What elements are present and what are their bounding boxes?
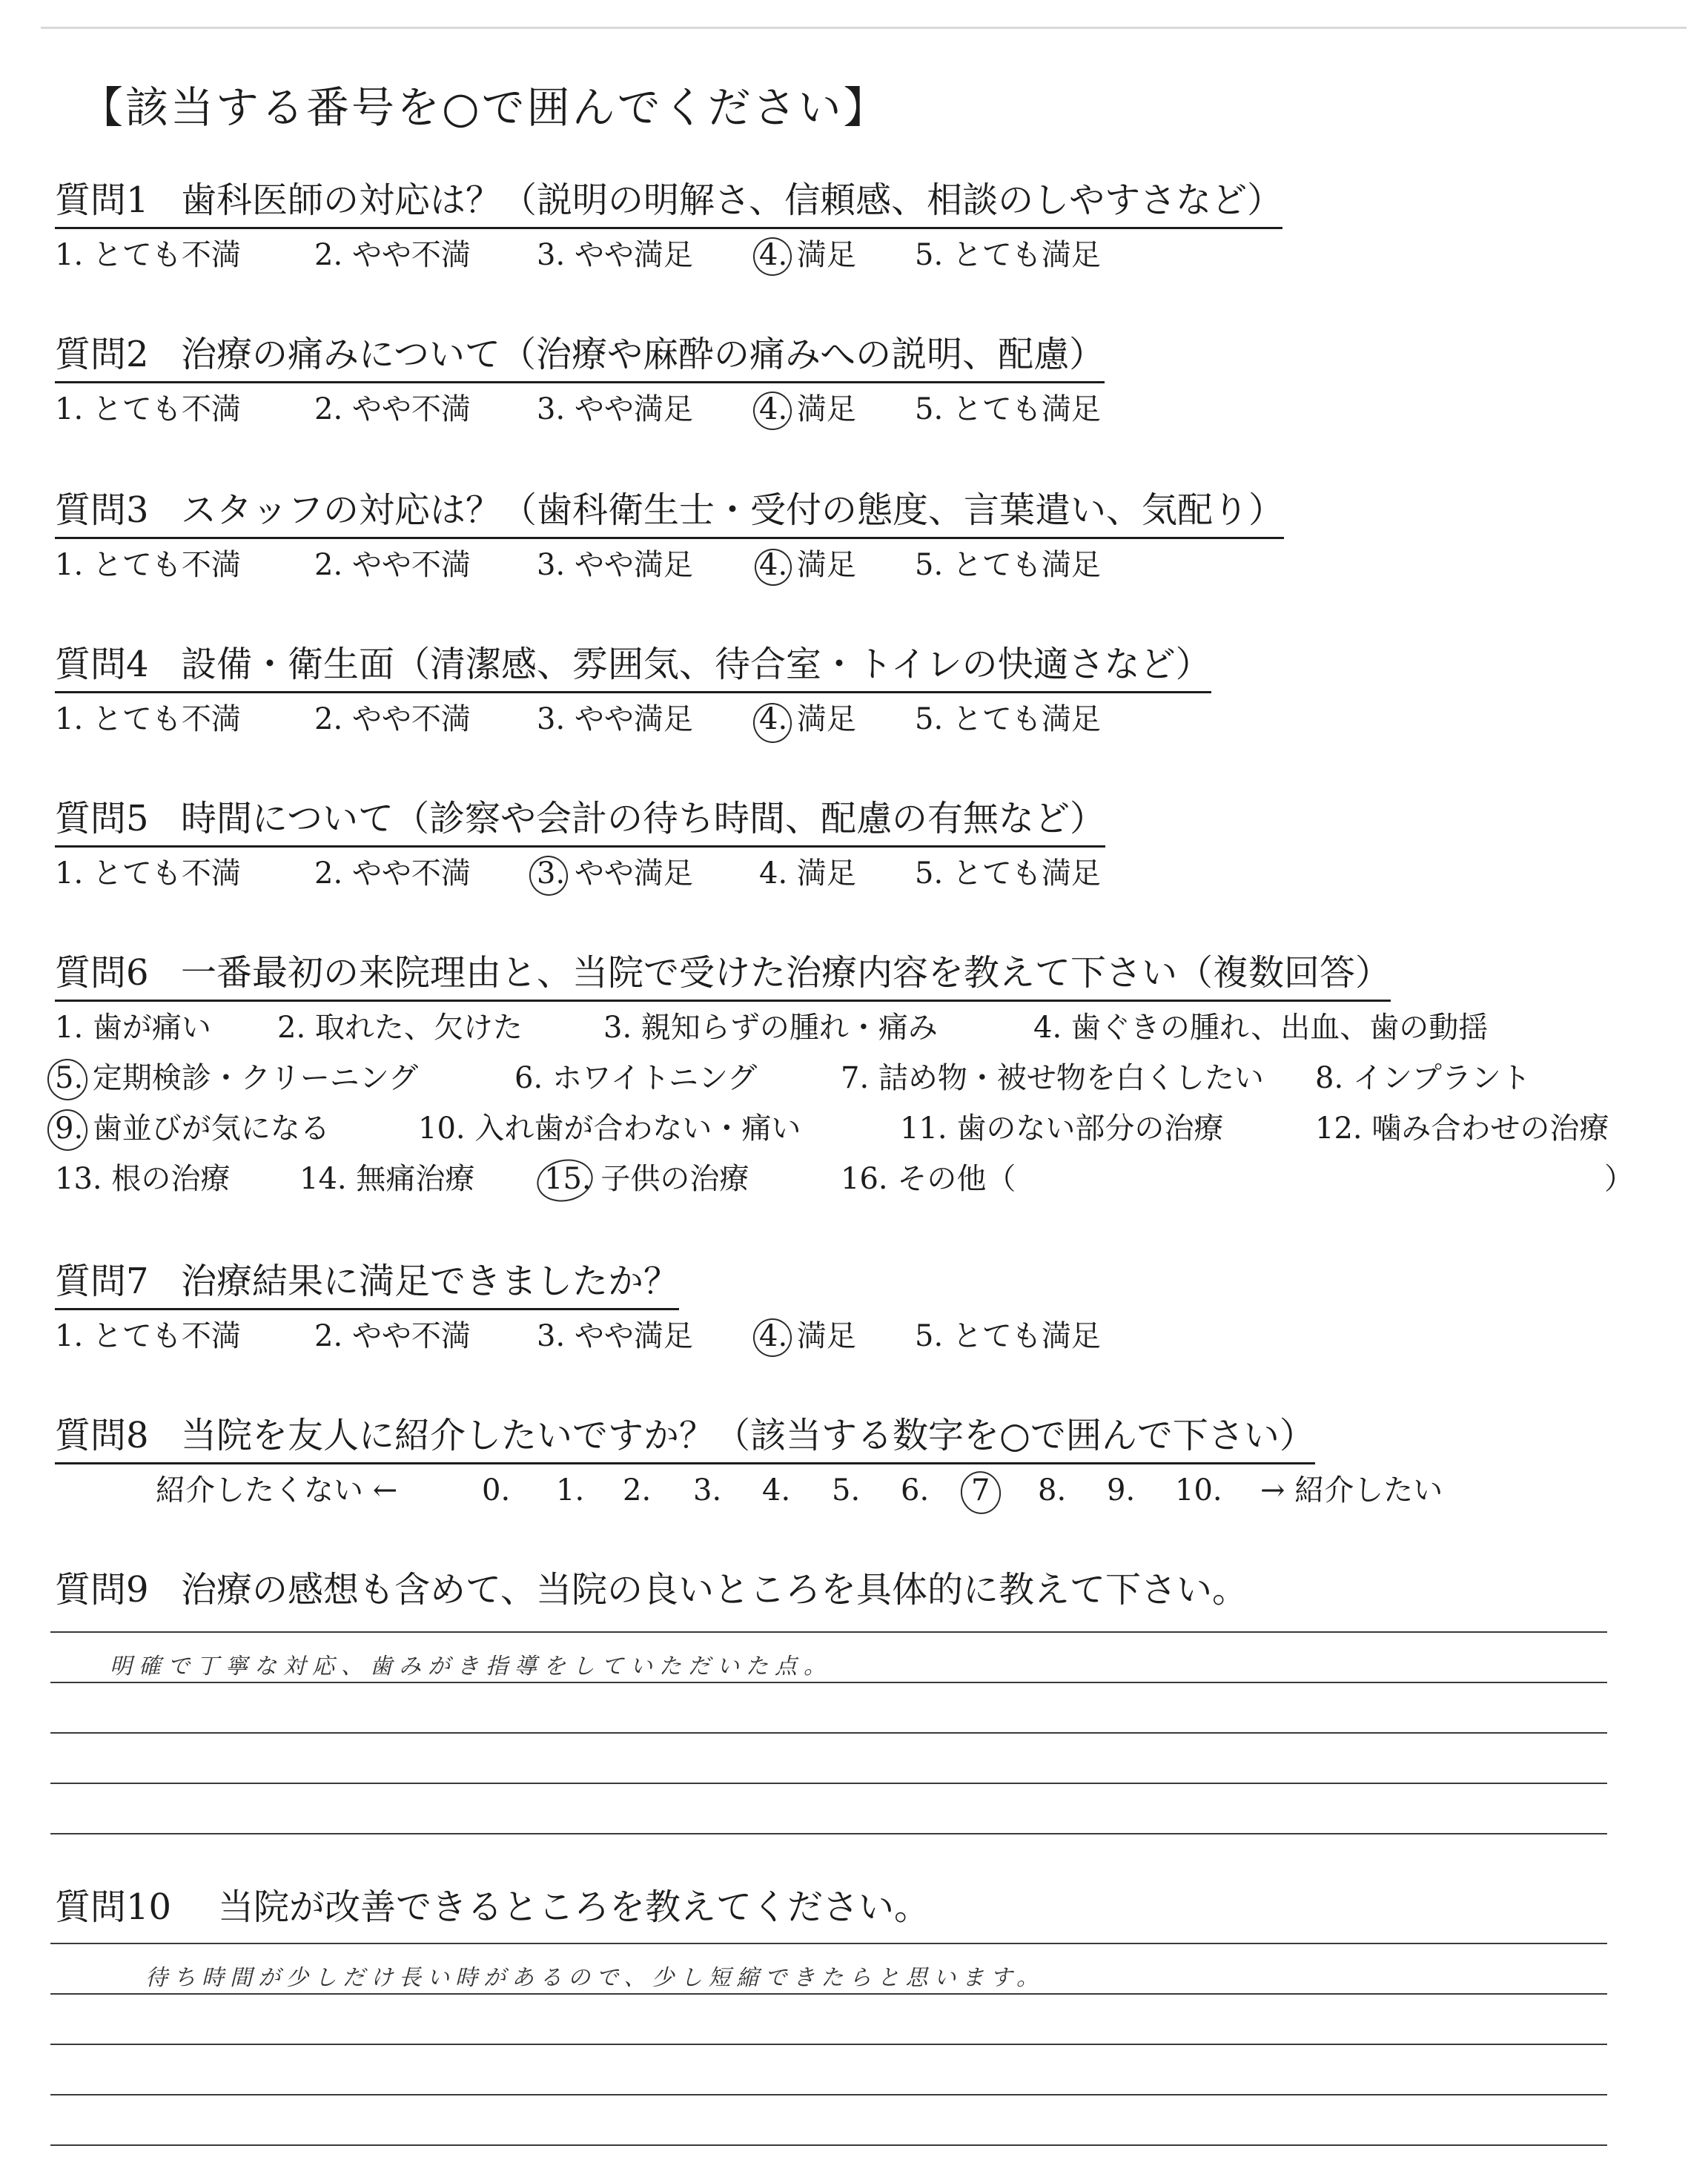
q9-answer-line-3 — [50, 1732, 1607, 1734]
question-8-scale — [156, 1470, 1564, 1511]
question-3-label: 質問3 — [55, 489, 149, 531]
question-6-label: 質問6 — [55, 952, 149, 994]
question-8-text: 当院を友人に紹介したいですか？（該当する数字を○で囲んで下さい） — [181, 1415, 1315, 1456]
question-6-row-2 — [55, 1057, 1671, 1099]
q6-option-14[interactable]: 14. 無痛治療 — [299, 1162, 475, 1196]
q6-option-15[interactable]: 15. 子供の治療 — [544, 1162, 749, 1196]
q6-option-10[interactable]: 10. 入れ歯が合わない・痛い — [418, 1112, 801, 1146]
q3-option-1[interactable]: 1. とても不満 — [55, 548, 241, 582]
question-9-label: 質問9 — [55, 1569, 149, 1611]
q10-answer-line-3 — [50, 2044, 1607, 2045]
q3-option-3[interactable]: 3. やや満足 — [537, 548, 693, 582]
q6-option-11[interactable]: 11. 歯のない部分の治療 — [900, 1112, 1224, 1146]
question-7-options — [55, 1315, 1241, 1357]
q10-answer-line-2 — [50, 1993, 1607, 1995]
question-6-text: 一番最初の来院理由と、当院で受けた治療内容を教えて下さい（複数回答） — [181, 952, 1391, 994]
q4-option-4[interactable]: 4. 満足 — [759, 702, 856, 736]
question-4-heading — [55, 641, 1211, 693]
q4-option-2[interactable]: 2. やや不満 — [314, 702, 471, 736]
question-7-label: 質問7 — [55, 1261, 149, 1302]
question-5-label: 質問5 — [55, 798, 149, 839]
q8-scale-7[interactable]: 7 — [971, 1473, 990, 1507]
question-5-options — [55, 853, 1241, 894]
top-border-line — [41, 27, 1687, 29]
question-2-label: 質問2 — [55, 334, 149, 375]
question-2-options — [55, 389, 1241, 430]
question-1-text: 歯科医師の対応は？（説明の明解さ、信頼感、相談のしやすさなど） — [181, 179, 1283, 221]
question-6-row-1 — [55, 1007, 1671, 1048]
q1-option-2[interactable]: 2. やや不満 — [314, 238, 471, 272]
q8-right-label: → 紹介したい — [1260, 1473, 1443, 1507]
q6-option-5[interactable]: 5. 定期検診・クリーニング — [55, 1061, 419, 1095]
q10-answer-line-1 — [50, 1943, 1607, 1944]
page-title: 【該当する番号を○で囲んでください】 — [80, 82, 889, 133]
q6-option-12[interactable]: 12. 噛み合わせの治療 — [1315, 1112, 1609, 1146]
q3-option-4[interactable]: 4. 満足 — [759, 548, 856, 582]
q1-option-5[interactable]: 5. とても満足 — [915, 238, 1101, 272]
q2-option-5[interactable]: 5. とても満足 — [915, 392, 1101, 426]
q2-option-4[interactable]: 4. 満足 — [759, 392, 856, 426]
question-8-label: 質問8 — [55, 1415, 149, 1456]
q5-option-3[interactable]: 3. やや満足 — [537, 856, 693, 891]
q8-scale-1[interactable]: 1. — [556, 1473, 585, 1507]
question-9-heading — [55, 1566, 1248, 1614]
question-7-text: 治療結果に満足できましたか？ — [181, 1261, 680, 1302]
q6-option-13[interactable]: 13. 根の治療 — [55, 1162, 231, 1196]
q8-scale-5[interactable]: 5. — [832, 1473, 861, 1507]
q7-option-1[interactable]: 1. とても不満 — [55, 1319, 241, 1353]
q9-handwritten-answer[interactable]: 明確で丁寧な対応、歯みがき指導をしていただいた点。 — [110, 1654, 833, 1680]
q5-option-4[interactable]: 4. 満足 — [759, 856, 856, 891]
q10-handwritten-answer[interactable]: 待ち時間が少しだけ長い時があるので、少し短縮できたらと思います。 — [145, 1965, 1045, 1991]
question-5-text: 時間について（診察や会計の待ち時間、配慮の有無など） — [181, 798, 1106, 839]
question-10-text: 当院が改善できるところを教えてください。 — [218, 1886, 930, 1928]
question-5-heading — [55, 795, 1105, 848]
question-3-text: スタッフの対応は？（歯科衛生士・受付の態度、言葉遣い、気配り） — [181, 489, 1285, 531]
q8-scale-8[interactable]: 8. — [1038, 1473, 1067, 1507]
q6-option-2[interactable]: 2. 取れた、欠けた — [277, 1011, 523, 1045]
q2-option-1[interactable]: 1. とても不満 — [55, 392, 241, 426]
q2-option-3[interactable]: 3. やや満足 — [537, 392, 693, 426]
q6-option-9[interactable]: 9. 歯並びが気になる — [55, 1112, 330, 1146]
question-2-text: 治療の痛みについて（治療や麻酔の痛みへの説明、配慮） — [181, 334, 1105, 375]
question-4-options — [55, 698, 1241, 740]
q7-option-3[interactable]: 3. やや満足 — [537, 1319, 693, 1353]
q8-scale-10[interactable]: 10. — [1175, 1473, 1222, 1507]
q1-option-3[interactable]: 3. やや満足 — [537, 238, 693, 272]
question-10-label: 質問10 — [55, 1886, 172, 1928]
question-4-label: 質問4 — [55, 644, 149, 685]
q4-option-5[interactable]: 5. とても満足 — [915, 702, 1101, 736]
q4-option-3[interactable]: 3. やや満足 — [537, 702, 693, 736]
question-6-heading — [55, 949, 1391, 1002]
q10-answer-line-5 — [50, 2144, 1607, 2146]
q3-option-2[interactable]: 2. やや不満 — [314, 548, 471, 582]
question-1-label: 質問1 — [55, 179, 149, 221]
q6-option-1[interactable]: 1. 歯が痛い — [55, 1011, 211, 1045]
q9-answer-line-4 — [50, 1783, 1607, 1784]
q6-option-4[interactable]: 4. 歯ぐきの腫れ、出血、歯の動揺 — [1033, 1011, 1489, 1045]
q1-option-4[interactable]: 4. 満足 — [759, 238, 856, 272]
q7-option-4[interactable]: 4. 満足 — [759, 1319, 856, 1353]
question-10-heading — [55, 1883, 930, 1931]
q9-answer-line-5 — [50, 1833, 1607, 1834]
question-7-heading — [55, 1258, 679, 1310]
q7-option-2[interactable]: 2. やや不満 — [314, 1319, 471, 1353]
question-4-text: 設備・衛生面（清潔感、雰囲気、待合室・トイレの快適さなど） — [181, 644, 1211, 685]
q7-option-5[interactable]: 5. とても満足 — [915, 1319, 1101, 1353]
q8-scale-9[interactable]: 9. — [1107, 1473, 1136, 1507]
q8-scale-6[interactable]: 6. — [901, 1473, 930, 1507]
q4-option-1[interactable]: 1. とても不満 — [55, 702, 241, 736]
question-6-row-4 — [55, 1158, 1671, 1200]
q6-option-7[interactable]: 7. 詰め物・被せ物を白くしたい — [841, 1061, 1264, 1095]
q8-scale-3[interactable]: 3. — [693, 1473, 722, 1507]
q6-option-8[interactable]: 8. インプラント — [1315, 1061, 1531, 1095]
question-3-options — [55, 544, 1241, 586]
question-9-text: 治療の感想も含めて、当院の良いところを具体的に教えて下さい。 — [181, 1569, 1248, 1611]
question-8-heading — [55, 1412, 1315, 1464]
question-1-heading — [55, 176, 1282, 229]
q8-selection-circle — [957, 1467, 1005, 1518]
q8-scale-0[interactable]: 0. — [482, 1473, 511, 1507]
q5-option-1[interactable]: 1. とても不満 — [55, 856, 241, 891]
q8-scale-2[interactable]: 2. — [623, 1473, 652, 1507]
q8-left-label: 紹介したくない ← — [156, 1473, 398, 1507]
question-6-row-3 — [55, 1108, 1671, 1149]
q3-option-5[interactable]: 5. とても満足 — [915, 548, 1101, 582]
q1-option-1[interactable]: 1. とても不満 — [55, 238, 241, 272]
q6-option-16[interactable]: 16. その他（ — [841, 1162, 1016, 1196]
q8-scale-4[interactable]: 4. — [762, 1473, 791, 1507]
q2-option-2[interactable]: 2. やや不満 — [314, 392, 471, 426]
q10-answer-line-4 — [50, 2094, 1607, 2095]
question-2-heading — [55, 331, 1105, 383]
q5-option-2[interactable]: 2. やや不満 — [314, 856, 471, 891]
q6-option-6[interactable]: 6. ホワイトニング — [514, 1061, 758, 1095]
q6-option-3[interactable]: 3. 親知らずの腫れ・痛み — [603, 1011, 938, 1045]
q9-answer-line-1 — [50, 1631, 1607, 1633]
q6-option-16-close: ） — [1604, 1162, 1634, 1196]
question-3-heading — [55, 486, 1284, 539]
q5-option-5[interactable]: 5. とても満足 — [915, 856, 1101, 891]
q9-answer-line-2 — [50, 1682, 1607, 1683]
question-1-options — [55, 234, 1241, 276]
